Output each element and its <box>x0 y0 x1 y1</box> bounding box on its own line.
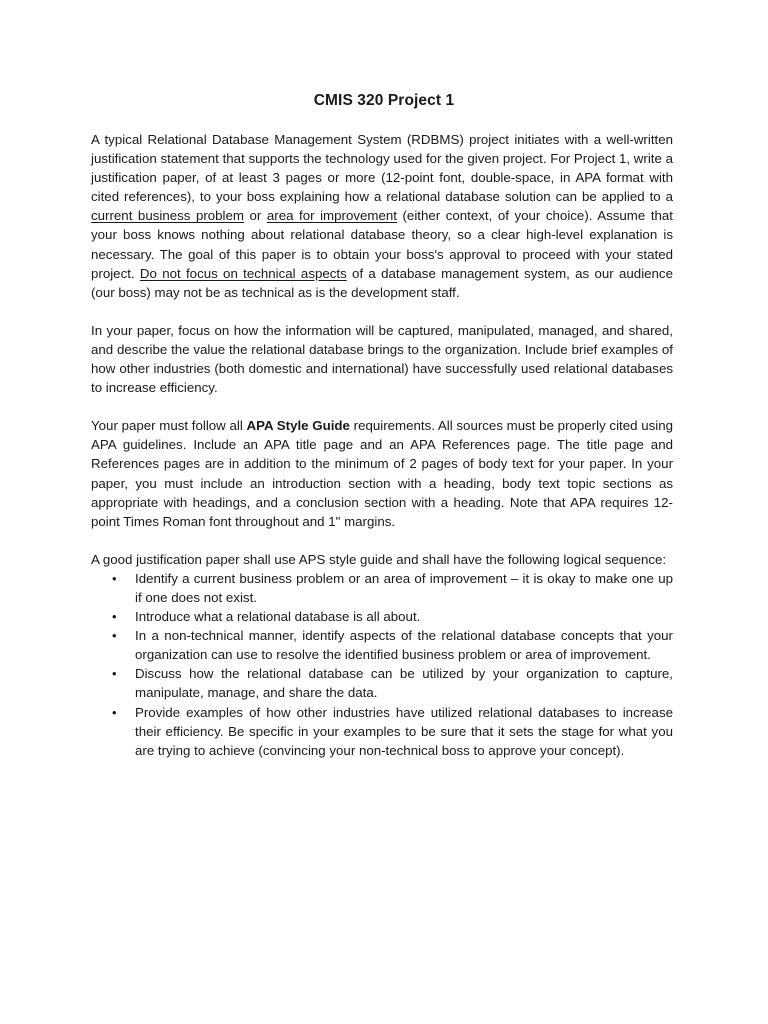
list-item <box>112 703 673 760</box>
list-item <box>112 607 673 626</box>
apa-text-2: requirements. All sources must be properly cited using APA guidelines. Include an APA title page and an APA References page. The title page and References pages are in addition to the minimum of 2 pages of body text for your paper. In your paper, you must include an introduction section with a heading, body text topic sections as appropriate with headings, and a conclusion section with a heading. Note that APA requires 12-point Times Roman font throughout and 1" margins. <box>91 418 673 529</box>
intro-paragraph <box>91 130 673 302</box>
underlined-area-for-improvement: area for improvement <box>266 208 397 224</box>
intro-text-4: of a database management system, as our audience (our boss) may not be as technical as is the development staff. <box>91 265 673 300</box>
sequence-list <box>91 569 673 760</box>
intro-text-2: or <box>243 208 267 224</box>
intro-text-3: (either context, of your choice). Assume that your boss knows nothing about relational database theory, so a clear high-level explanation is necessary. The goal of this paper is to obtain your boss's approval to proceed with your stated project. <box>91 208 673 281</box>
underlined-current-business-problem: current business problem <box>91 208 244 224</box>
bullet-icon: • <box>112 570 117 586</box>
list-item <box>112 664 673 702</box>
sequence-intro-paragraph: A good justification paper shall use APS style guide and shall have the following logical sequence: <box>91 551 667 567</box>
apa-paragraph <box>91 416 673 531</box>
bullet-icon: • <box>112 666 117 682</box>
intro-text-1: A typical Relational Database Management System (RDBMS) project initiates with a well-written justification statement that supports the technology used for the given project. For Project 1, write a justification paper, of at least 3 pages or more (12-point font, double-space, in APA format with cited references), to your boss explaining how a relational database solution can be applied to a <box>91 132 673 205</box>
list-item <box>112 626 673 664</box>
list-item-text: Identify a current business problem or an area of improvement – it is okay to make one up if one does not exist. <box>135 570 673 605</box>
underlined-technical-aspects: Do not focus on technical aspects <box>139 265 347 281</box>
list-item <box>112 569 673 607</box>
focus-paragraph: In your paper, focus on how the information will be captured, manipulated, managed, and shared, and describe the value the relational database brings to the organization. Include brief examples of how other industries (both domestic and international) have successfully used relational databases to increase efficiency. <box>91 322 673 396</box>
bullet-icon: • <box>112 609 117 625</box>
list-item-text: Discuss how the relational database can be utilized by your organization to capture, manipulate, manage, and share the data. <box>135 666 673 701</box>
bullet-icon: • <box>112 704 117 720</box>
document-title: CMIS 320 Project 1 <box>313 92 455 109</box>
list-item-text: In a non-technical manner, identify aspects of the relational database concepts that your organization can use to resolve the identified business problem or area of improvement. <box>135 628 673 663</box>
apa-text-1: Your paper must follow all <box>91 418 247 434</box>
apa-style-guide-bold: APA Style Guide <box>246 418 350 434</box>
list-item-text: Introduce what a relational database is all about. <box>135 609 421 625</box>
list-item-text: Provide examples of how other industries have utilized relational databases to increase their efficiency. Be specific in your examples to be sure that it sets the stage for what you are trying to achieve (convincing your non-technical boss to approve your concept). <box>135 704 673 758</box>
bullet-icon: • <box>112 628 117 644</box>
